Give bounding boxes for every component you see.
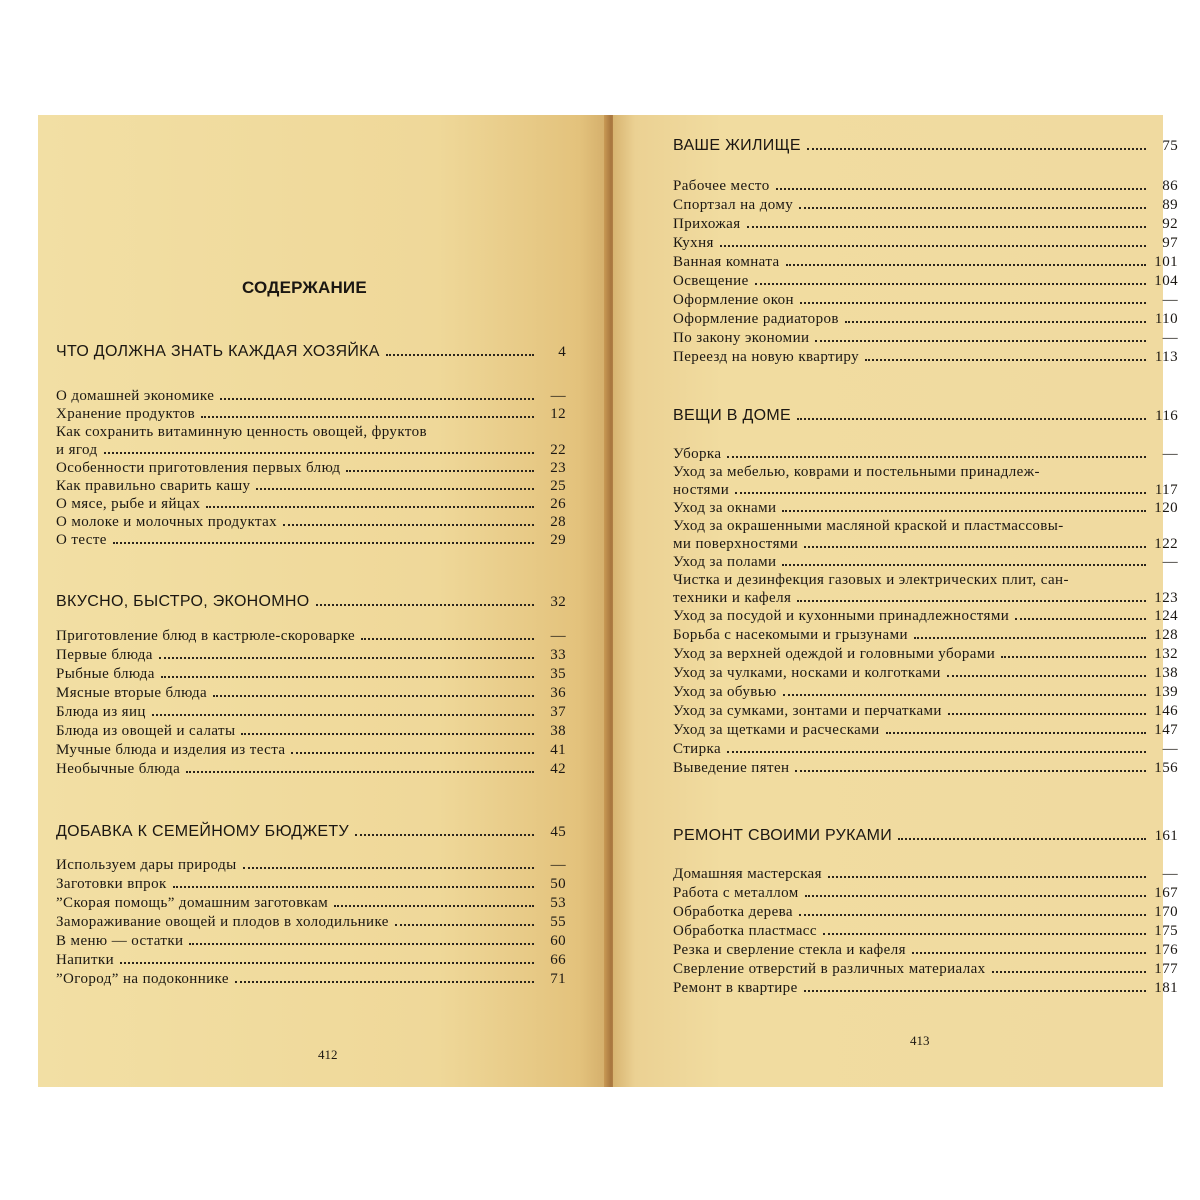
toc-entry (673, 759, 1178, 777)
dot-leader (804, 989, 1146, 992)
entry-page-number: 25 (550, 478, 566, 494)
entry-page-number: — (550, 388, 566, 404)
dot-leader (782, 509, 1146, 512)
entry-page-number: 101 (1154, 254, 1178, 270)
entry-title: Домашняя мастерская (673, 866, 822, 882)
entry-title: ми поверхностями (673, 536, 799, 552)
dot-leader (886, 731, 1146, 734)
toc-entry (673, 553, 1178, 571)
entry-page-number: 146 (1154, 703, 1178, 719)
dot-leader (735, 491, 1146, 494)
entry-page-number: — (1162, 446, 1178, 462)
toc-entry (673, 884, 1178, 902)
dot-leader (755, 282, 1146, 285)
toc-entry (673, 215, 1178, 233)
entry-page-number: 38 (550, 723, 566, 739)
entry-title: Уход за чулками, носками и колготками (673, 665, 941, 681)
entry-title: Уход за полами (673, 554, 777, 570)
toc-entry (673, 960, 1178, 978)
toc-section-heading (56, 343, 566, 361)
toc-entry (56, 951, 566, 969)
entry-title: Уход за верхней одеждой и головными уборами (673, 646, 996, 662)
toc-entry (56, 894, 566, 912)
entry-title: Резка и сверление стекла и кафеля (673, 942, 906, 958)
toc-entry (56, 495, 566, 513)
toc-section-heading (673, 137, 1178, 155)
section-page-number: 4 (558, 344, 566, 360)
dot-leader (386, 353, 534, 356)
entry-title: Заготовки впрок (56, 876, 167, 892)
section-page-number: 116 (1155, 408, 1178, 424)
toc-entry (673, 865, 1178, 883)
entry-page-number: 37 (550, 704, 566, 720)
entry-page-number: 66 (550, 952, 566, 968)
entry-page-number: 170 (1154, 904, 1178, 920)
entry-title: О мясе, рыбе и яйцах (56, 496, 201, 512)
right-page (613, 115, 1178, 1087)
left-page (38, 115, 608, 1087)
entry-page-number: 120 (1154, 500, 1178, 516)
dot-leader (1015, 617, 1146, 620)
entry-title: Оформление радиаторов (673, 311, 839, 327)
open-book (38, 115, 1178, 1087)
toc-entry (56, 405, 566, 423)
entry-title: Хранение продуктов (56, 406, 196, 422)
entry-title: Первые блюда (56, 647, 153, 663)
entry-page-number: 42 (550, 761, 566, 777)
entry-page-number: 117 (1154, 482, 1178, 498)
dot-leader (804, 545, 1146, 548)
entry-title: Кухня (673, 235, 714, 251)
toc-entry (673, 589, 1178, 607)
entry-title: Уход за посудой и кухонными принадлежностями (673, 608, 1010, 624)
entry-page-number: 60 (550, 933, 566, 949)
dot-leader (747, 225, 1146, 228)
entry-page-number: 53 (550, 895, 566, 911)
dot-leader (815, 339, 1146, 342)
entry-title: Освещение (673, 273, 749, 289)
toc-entry (673, 903, 1178, 921)
toc-entry (56, 970, 566, 988)
dot-leader (173, 885, 534, 888)
entry-title: Необычные блюда (56, 761, 181, 777)
entry-title: Уборка (673, 446, 722, 462)
entry-page-number: 113 (1154, 349, 1178, 365)
entry-page-number: 128 (1154, 627, 1178, 643)
dot-leader (355, 833, 534, 836)
toc-entry (673, 481, 1178, 499)
entry-page-number: 181 (1154, 980, 1178, 996)
toc-entry (56, 760, 566, 778)
entry-page-number: 167 (1154, 885, 1178, 901)
entry-title: Замораживание овощей и плодов в холодильнике (56, 914, 389, 930)
dot-leader (161, 675, 534, 678)
dot-leader (782, 563, 1146, 566)
dot-leader (235, 980, 534, 983)
toc-entry (56, 646, 566, 664)
entry-title: Рабочее место (673, 178, 770, 194)
entry-page-number: 22 (550, 442, 566, 458)
entry-title: Используем дары природы (56, 857, 237, 873)
entry-title: Уход за щетками и расческами (673, 722, 880, 738)
dot-leader (213, 694, 534, 697)
toc-entry (673, 463, 1178, 481)
entry-page-number: — (550, 857, 566, 873)
dot-leader (243, 866, 534, 869)
toc-entry (56, 387, 566, 405)
dot-leader (912, 951, 1146, 954)
toc-entry (673, 664, 1178, 682)
entry-title: Обработка пластмасс (673, 923, 817, 939)
entry-page-number: 55 (550, 914, 566, 930)
entry-title: Прихожая (673, 216, 741, 232)
toc-section-heading (673, 827, 1178, 845)
toc-entry (673, 645, 1178, 663)
section-title: ВАШЕ ЖИЛИЩЕ (673, 137, 801, 154)
dot-leader (799, 206, 1146, 209)
entry-title: Уход за мебелью, коврами и постельными принадлеж- (673, 464, 1040, 480)
dot-leader (799, 913, 1146, 916)
entry-title: Как сохранить витаминную ценность овощей, фруктов (56, 424, 427, 440)
toc-entry (673, 740, 1178, 758)
entry-page-number: 139 (1154, 684, 1178, 700)
dot-leader (104, 451, 534, 454)
toc-entry (673, 329, 1178, 347)
toc-entry (673, 310, 1178, 328)
dot-leader (316, 603, 534, 606)
entry-page-number: 89 (1162, 197, 1178, 213)
entry-title: О тесте (56, 532, 107, 548)
entry-title: Ванная комната (673, 254, 780, 270)
dot-leader (334, 904, 534, 907)
entry-page-number: 50 (550, 876, 566, 892)
dot-leader (800, 301, 1146, 304)
entry-title: Выведение пятен (673, 760, 790, 776)
toc-entry (56, 703, 566, 721)
entry-page-number: 156 (1154, 760, 1178, 776)
dot-leader (795, 769, 1146, 772)
section-title: ДОБАВКА К СЕМЕЙНОМУ БЮДЖЕТУ (56, 823, 349, 840)
entry-title: Мучные блюда и изделия из теста (56, 742, 286, 758)
entry-title: В меню — остатки (56, 933, 184, 949)
toc-entry (56, 477, 566, 495)
toc-entry (56, 531, 566, 549)
entry-page-number: 147 (1154, 722, 1178, 738)
entry-page-number: 86 (1162, 178, 1178, 194)
entry-page-number: 23 (550, 460, 566, 476)
dot-leader (776, 187, 1146, 190)
toc-entry (56, 722, 566, 740)
toc-entry (56, 459, 566, 477)
entry-title: О домашней экономике (56, 388, 215, 404)
toc-entry (673, 607, 1178, 625)
dot-leader (291, 751, 534, 754)
section-page-number: 161 (1154, 828, 1178, 844)
entry-page-number: — (1162, 554, 1178, 570)
dot-leader (823, 932, 1146, 935)
entry-title: Уход за обувью (673, 684, 777, 700)
entry-page-number: — (1162, 866, 1178, 882)
dot-leader (120, 961, 534, 964)
entry-title: Сверление отверстий в различных материалах (673, 961, 986, 977)
dot-leader (898, 837, 1146, 840)
entry-page-number: — (1162, 330, 1178, 346)
toc-entry (56, 913, 566, 931)
dot-leader (241, 732, 534, 735)
toc-entry (673, 702, 1178, 720)
section-page-number: 75 (1162, 138, 1178, 154)
entry-page-number: 33 (550, 647, 566, 663)
entry-page-number: 35 (550, 666, 566, 682)
dot-leader (992, 970, 1146, 973)
section-page-number: 45 (550, 824, 566, 840)
entry-page-number: 36 (550, 685, 566, 701)
entry-page-number: 29 (550, 532, 566, 548)
dot-leader (113, 541, 534, 544)
dot-leader (727, 750, 1146, 753)
toc-entry (56, 423, 566, 441)
entry-page-number: 12 (550, 406, 566, 422)
dot-leader (727, 455, 1146, 458)
toc-entry (673, 979, 1178, 997)
entry-title: Приготовление блюд в кастрюле-скороварке (56, 628, 356, 644)
dot-leader (220, 397, 534, 400)
entry-title: Стирка (673, 741, 722, 757)
dot-leader (1001, 655, 1146, 658)
entry-page-number: 71 (550, 971, 566, 987)
dot-leader (720, 244, 1146, 247)
dot-leader (152, 713, 534, 716)
dot-leader (865, 358, 1146, 361)
dot-leader (346, 469, 534, 472)
section-title: РЕМОНТ СВОИМИ РУКАМИ (673, 827, 893, 844)
entry-title: Борьба с насекомыми и грызунами (673, 627, 908, 643)
toc-entry (56, 665, 566, 683)
toc-entry (673, 272, 1178, 290)
dot-leader (206, 505, 534, 508)
entry-title: Мясные вторые блюда (56, 685, 208, 701)
entry-title: Оформление окон (673, 292, 794, 308)
entry-page-number: 110 (1154, 311, 1178, 327)
entry-title: Как правильно сварить кашу (56, 478, 251, 494)
entry-title: Напитки (56, 952, 115, 968)
entry-page-number: 123 (1154, 590, 1178, 606)
toc-entry (673, 177, 1178, 195)
dot-leader (845, 320, 1146, 323)
toc-entry (673, 922, 1178, 940)
toc-entry (673, 348, 1178, 366)
toc-entry (673, 571, 1178, 589)
entry-title: Обработка дерева (673, 904, 793, 920)
dot-leader (189, 942, 534, 945)
section-page-number: 32 (550, 594, 566, 610)
entry-title: ”Огород” на подоконнике (56, 971, 229, 987)
entry-page-number: 176 (1154, 942, 1178, 958)
entry-page-number: 41 (550, 742, 566, 758)
toc-entry (56, 684, 566, 702)
toc-section-heading (56, 593, 566, 611)
entry-title: ностями (673, 482, 730, 498)
entry-title: Особенности приготовления первых блюд (56, 460, 341, 476)
dot-leader (797, 417, 1146, 420)
toc-entry (673, 253, 1178, 271)
entry-title: и ягод (56, 442, 98, 458)
dot-leader (947, 674, 1146, 677)
toc-entry (673, 445, 1178, 463)
entry-page-number: 124 (1154, 608, 1178, 624)
section-title: ВКУСНО, БЫСТРО, ЭКОНОМНО (56, 593, 310, 610)
entry-page-number: 138 (1154, 665, 1178, 681)
dot-leader (186, 770, 534, 773)
dot-leader (786, 263, 1146, 266)
entry-title: техники и кафеля (673, 590, 792, 606)
entry-page-number: 92 (1162, 216, 1178, 232)
toc-entry (673, 626, 1178, 644)
dot-leader (807, 147, 1146, 150)
entry-page-number: — (550, 628, 566, 644)
toc-entry (56, 513, 566, 531)
entry-title: Чистка и дезинфекция газовых и электрических плит, сан- (673, 572, 1069, 588)
toc-entry (56, 932, 566, 950)
toc-section-heading (673, 407, 1178, 425)
entry-page-number: — (1162, 741, 1178, 757)
section-title: ВЕЩИ В ДОМЕ (673, 407, 791, 424)
entry-title: По закону экономии (673, 330, 810, 346)
toc-entry (673, 291, 1178, 309)
entry-page-number: 26 (550, 496, 566, 512)
entry-title: Уход за сумками, зонтами и перчатками (673, 703, 942, 719)
page-number-folio: 412 (318, 1047, 338, 1062)
toc-entry (56, 875, 566, 893)
dot-leader (783, 693, 1146, 696)
entry-page-number: 132 (1154, 646, 1178, 662)
toc-entry (673, 683, 1178, 701)
section-title: ЧТО ДОЛЖНА ЗНАТЬ КАЖДАЯ ХОЗЯЙКА (56, 343, 380, 360)
toc-title: СОДЕРЖАНИЕ (242, 278, 367, 297)
entry-title: Уход за окрашенными масляной краской и пластмассовы- (673, 518, 1064, 534)
dot-leader (283, 523, 534, 526)
entry-title: ”Скорая помощь” домашним заготовкам (56, 895, 329, 911)
toc-entry (673, 234, 1178, 252)
entry-page-number: 177 (1154, 961, 1178, 977)
entry-page-number: 97 (1162, 235, 1178, 251)
toc-section-heading (56, 823, 566, 841)
dot-leader (948, 712, 1146, 715)
entry-title: Спортзал на дому (673, 197, 794, 213)
toc-entry (56, 741, 566, 759)
entry-title: Рыбные блюда (56, 666, 155, 682)
toc-entry (673, 517, 1178, 535)
toc-entry (56, 627, 566, 645)
page-number-folio: 413 (910, 1033, 930, 1048)
dot-leader (159, 656, 534, 659)
dot-leader (805, 894, 1146, 897)
entry-title: Блюда из яиц (56, 704, 146, 720)
toc-entry (56, 441, 566, 459)
entry-page-number: 28 (550, 514, 566, 530)
entry-title: Ремонт в квартире (673, 980, 798, 996)
entry-title: Уход за окнами (673, 500, 777, 516)
entry-page-number: 104 (1154, 273, 1178, 289)
toc-entry (673, 535, 1178, 553)
entry-title: Блюда из овощей и салаты (56, 723, 236, 739)
toc-entry (673, 499, 1178, 517)
dot-leader (361, 637, 534, 640)
dot-leader (914, 636, 1146, 639)
dot-leader (797, 599, 1146, 602)
dot-leader (201, 415, 534, 418)
entry-title: О молоке и молочных продуктах (56, 514, 278, 530)
entry-title: Работа с металлом (673, 885, 799, 901)
dot-leader (256, 487, 534, 490)
dot-leader (395, 923, 534, 926)
toc-entry (673, 196, 1178, 214)
toc-entry (673, 941, 1178, 959)
entry-page-number: 122 (1154, 536, 1178, 552)
toc-entry (673, 721, 1178, 739)
entry-page-number: 175 (1154, 923, 1178, 939)
entry-page-number: — (1162, 292, 1178, 308)
dot-leader (828, 875, 1146, 878)
entry-title: Переезд на новую квартиру (673, 349, 860, 365)
toc-entry (56, 856, 566, 874)
